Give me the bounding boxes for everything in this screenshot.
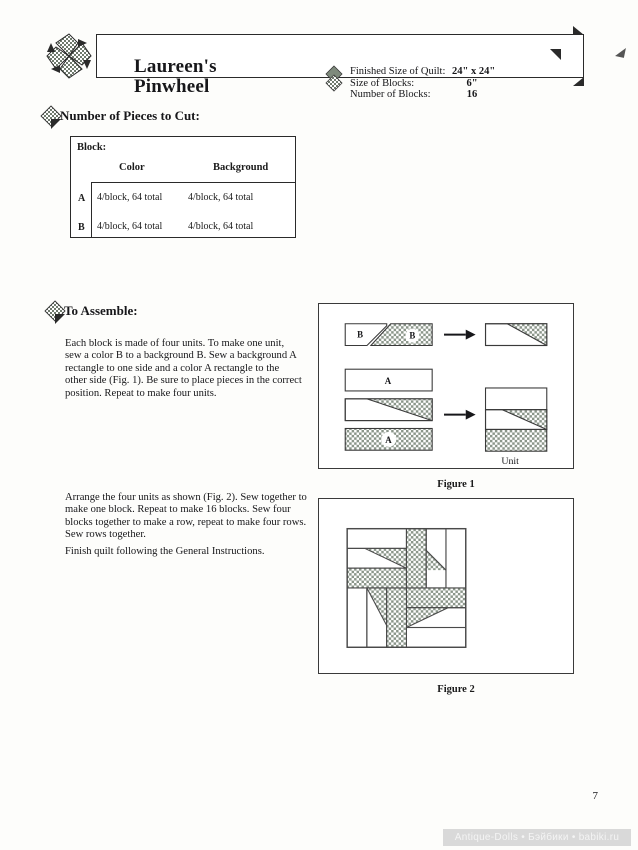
assemble-paragraph-3: Finish quilt following the General Instructions. — [65, 546, 265, 557]
spec-label-block-count: Number of Blocks: — [350, 89, 431, 101]
figure1-label-b-dark: B — [409, 330, 416, 341]
spec-value-finished-size: 24" x 24" — [452, 66, 496, 77]
section-heading-cut: Number of Pieces to Cut: — [60, 108, 200, 123]
spec-label-finished-size: Finished Size of Quilt: — [350, 66, 446, 77]
header-banner — [34, 28, 596, 101]
assemble-paragraph-1: Each block is made of four units. To make one unit, sew a color B to a background B. Sew a background A rectangle to one side and a color A rectangle to the other side (Fig. 1). Be sure to place pieces in the correct position. Repeat to make four units. — [65, 338, 302, 399]
figure1-arrow-1-icon — [466, 330, 476, 340]
cut-table-block-label: Block: — [77, 142, 107, 153]
page-title — [134, 57, 217, 97]
banner-corner-flag-top-right — [573, 26, 584, 35]
cut-table-cell-a-color: 4/block, 64 total — [97, 192, 163, 203]
spec-value-block-count: 16 — [466, 89, 478, 101]
section-heading-assemble: To Assemble: — [64, 303, 138, 318]
cut-table-cell-a-background: 4/block, 64 total — [188, 192, 254, 203]
figure1-label-a-dark: A — [385, 434, 392, 445]
spec-value-block-size: 6" — [466, 77, 478, 89]
spec-row-block-count — [350, 89, 495, 101]
figure-2-diagram — [319, 499, 573, 673]
figure1-label-unit: Unit — [501, 456, 519, 468]
title-line-2: Pinwheel — [134, 76, 210, 97]
cut-table-header-background: Background — [213, 162, 269, 173]
figure-1-box — [318, 303, 574, 469]
page-number: 7 — [592, 790, 598, 802]
spec-label-block-size: Size of Blocks: — [350, 77, 415, 89]
cut-table-cell-b-color: 4/block, 64 total — [97, 221, 163, 232]
assemble-paragraph-2: Arrange the four units as shown (Fig. 2). Sew together to make one block. Repeat to make 16 blocks. Sew four blocks together to make a row, repeat to make four rows. Sew rows together. — [65, 492, 307, 541]
title-line-1: Laureen's — [134, 56, 217, 77]
spec-marker-icon — [324, 65, 344, 95]
figure-1-diagram — [319, 304, 573, 468]
cut-table-row-label-a: A — [78, 193, 86, 204]
spec-row-block-size — [350, 78, 495, 90]
section-marker-assemble-icon — [42, 300, 66, 326]
cut-table-cell-b-background: 4/block, 64 total — [188, 221, 254, 232]
banner-notch-flag — [550, 49, 561, 60]
figure-2-box — [318, 498, 574, 674]
quilt-specs — [350, 66, 495, 101]
banner-corner-flag-bottom-right — [573, 77, 584, 86]
spec-row-finished-size — [350, 66, 495, 78]
banner-outer-flag — [615, 46, 626, 58]
cut-table-header-color: Color — [119, 162, 145, 173]
pinwheel-logo-icon — [38, 30, 100, 82]
figure1-arrow-2-icon — [466, 410, 476, 420]
cut-table-row-label-b: B — [78, 222, 85, 233]
watermark: Antique-Dolls • Бэйбики • babiki.ru — [443, 829, 631, 846]
cut-table — [70, 136, 296, 238]
figure-2-caption: Figure 2 — [437, 684, 475, 695]
figure1-label-b-light: B — [357, 329, 364, 340]
section-marker-cut-icon — [38, 105, 62, 131]
figure-1-caption: Figure 1 — [437, 479, 475, 490]
figure1-label-a-light: A — [384, 376, 392, 387]
